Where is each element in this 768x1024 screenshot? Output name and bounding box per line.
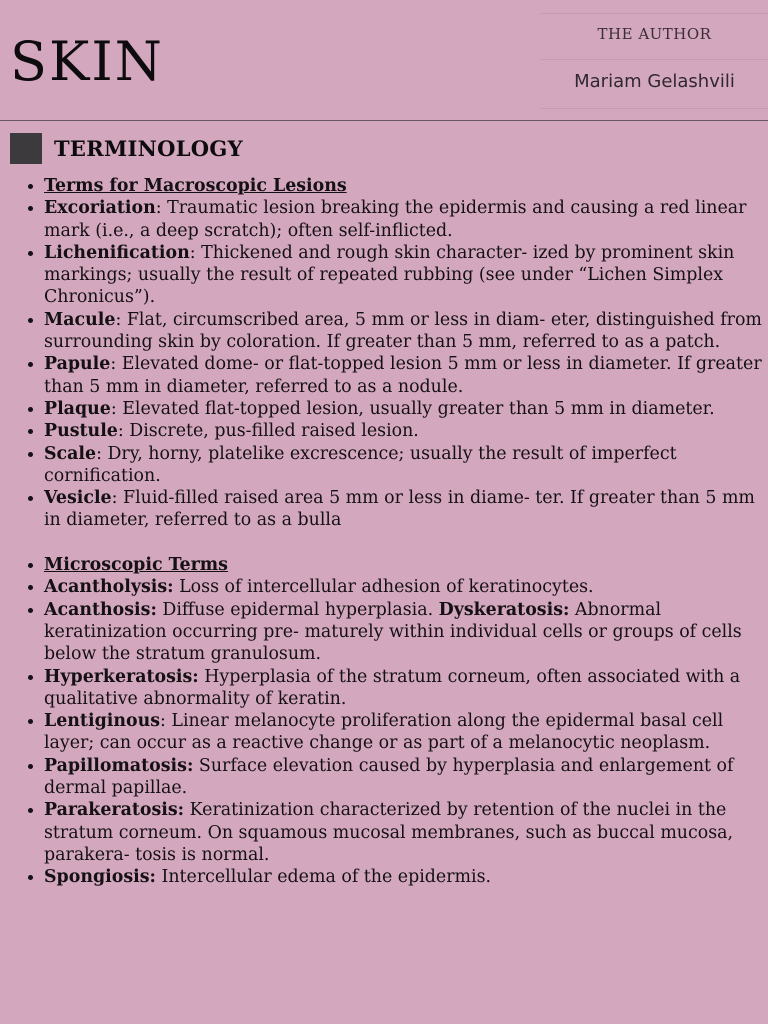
author-top-divider xyxy=(541,13,768,14)
microscopic-group-title: Microscopic Terms xyxy=(44,555,228,576)
list-item xyxy=(44,755,768,800)
term-definition: Elevated dome- or flat-topped lesion 5 mm or less in diameter. If greater than 5 mm in diameter, referred to as a nodule. xyxy=(44,354,762,397)
group-spacer xyxy=(0,532,768,554)
term-name: Papule xyxy=(44,354,111,375)
list-item xyxy=(44,599,768,666)
section-heading xyxy=(10,133,243,164)
term-name: Lichenification xyxy=(44,242,190,263)
term-definition: Keratinization characterized by retention of the nuclei in the stratum corneum. On squamous mucosal membranes, such as buccal mucosa, parakera- tosis is normal. xyxy=(44,800,734,865)
term-name: Spongiosis: xyxy=(44,867,156,888)
term-definition: : Linear melanocyte proliferation along the epidermal basal cell layer; can occur as a reactive change or as part of a melanocytic neoplasm. xyxy=(44,711,724,754)
list-item xyxy=(44,799,768,866)
term-definition: Intercellular edema of the epidermis. xyxy=(155,867,492,888)
term-definition: Fluid-filled raised area 5 mm or less in diame- ter. If greater than 5 mm in diameter, referred to as a bulla xyxy=(44,488,755,531)
term-separator: : xyxy=(110,398,123,419)
term-separator: : xyxy=(189,242,202,263)
term-definition: Abnormal keratinization occurring pre- maturely within individual cells or groups of cells below the stratum granulosum. xyxy=(44,599,742,665)
list-item xyxy=(44,175,768,197)
list-item xyxy=(44,353,768,398)
term-separator: : xyxy=(96,443,108,464)
list-item xyxy=(44,666,768,711)
term-name: Lentiginous xyxy=(44,711,161,732)
term-definition: Loss of intercellular adhesion of keratinocytes. xyxy=(173,577,594,598)
author-name: Mariam Gelashvili xyxy=(574,71,735,92)
term-definition: Traumatic lesion breaking the epidermis and causing a red linear mark (i.e., a deep scratch); often self-inflicted. xyxy=(44,198,747,241)
term-name: Dyskeratosis: xyxy=(438,599,570,620)
list-item xyxy=(44,554,768,576)
list-item xyxy=(44,443,768,488)
term-name: Hyperkeratosis: xyxy=(44,666,199,687)
list-item xyxy=(44,420,768,442)
term-definition: Hyperplasia of the stratum corneum, often associated with a qualitative abnormality of keratin. xyxy=(44,666,741,709)
list-item xyxy=(44,309,768,354)
term-name: Acanthosis: xyxy=(44,599,157,620)
microscopic-terms-list xyxy=(0,554,768,888)
terminology-content xyxy=(0,175,768,889)
square-bullet-icon xyxy=(10,133,42,164)
list-item xyxy=(44,710,768,755)
macroscopic-group-title: Terms for Macroscopic Lesions xyxy=(44,176,347,196)
list-item xyxy=(44,576,768,598)
list-item xyxy=(44,398,768,420)
term-name: Scale xyxy=(44,443,97,464)
header-divider xyxy=(0,120,768,121)
page-title: SKIN xyxy=(10,30,164,93)
term-definition: Diffuse epidermal hyperplasia. xyxy=(156,599,439,620)
author-heading: THE AUTHOR xyxy=(597,25,712,43)
term-definition: Elevated flat-topped lesion, usually greater than 5 mm in diameter. xyxy=(122,398,715,419)
term-separator: : xyxy=(110,354,122,375)
author-middle-divider xyxy=(541,59,768,60)
term-name: Acantholysis: xyxy=(44,577,174,598)
term-name: Macule xyxy=(44,309,116,330)
term-definition: Discrete, pus-filled raised lesion. xyxy=(129,421,419,442)
term-name: Parakeratosis: xyxy=(44,800,185,821)
term-separator: : xyxy=(117,421,130,442)
term-name: Pustule xyxy=(44,421,118,442)
term-name: Vesicle xyxy=(44,488,112,509)
term-definition: Thickened and rough skin character- ized by prominent skin markings; usually the result of repeated rubbing (see under “Lichen Simplex Chronicus”). xyxy=(44,242,735,308)
term-definition: Surface elevation caused by hyperplasia and enlargement of dermal papillae. xyxy=(44,755,734,799)
list-item xyxy=(44,242,768,309)
term-separator: : xyxy=(115,309,127,330)
list-item xyxy=(44,487,768,532)
term-separator: : xyxy=(155,198,168,219)
term-name: Excoriation xyxy=(44,198,156,219)
list-item xyxy=(44,866,768,888)
term-definition: Flat, circumscribed area, 5 mm or less in diam- eter, distinguished from surrounding skin by coloration. If greater than 5 mm, referred to as a patch. xyxy=(44,309,762,353)
author-bottom-divider xyxy=(541,108,768,109)
section-title: TERMINOLOGY xyxy=(54,136,243,161)
term-name: Plaque xyxy=(44,398,111,419)
term-name: Papillomatosis: xyxy=(44,755,194,776)
term-definition: Dry, horny, platelike excrescence; usually the result of imperfect cornification. xyxy=(44,443,677,486)
macroscopic-terms-list xyxy=(0,175,768,532)
list-item xyxy=(44,197,768,242)
author-box xyxy=(541,13,768,109)
term-separator: : xyxy=(111,488,124,509)
